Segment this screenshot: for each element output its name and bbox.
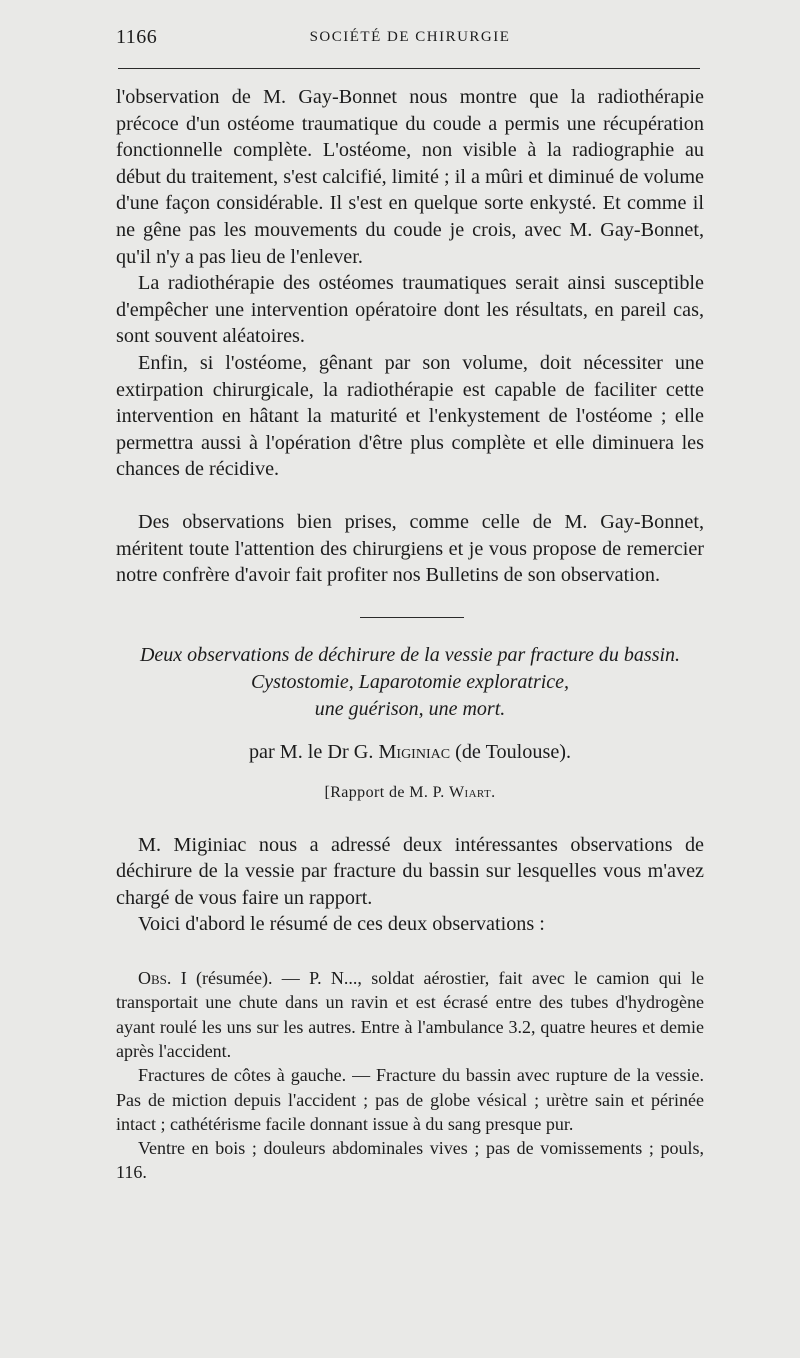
report-prefix: [Rapport de M. P.	[324, 783, 445, 801]
article-title-line: une guérison, une mort.	[314, 697, 506, 720]
page-number: 1166	[116, 26, 158, 48]
paragraph: Enfin, si l'ostéome, gênant par son volume, doit nécessiter une extirpation chirurgicale, la radiothérapie est capable de faciliter cette intervention en hâtant la maturité et l'enkystement de l'ostéome ; elle permettra aussi à l'opération d'être plus complète et elle diminuera les chances de récidive.	[116, 351, 704, 481]
article-title	[116, 642, 704, 723]
author-prefix: par M. le Dr G.	[248, 740, 374, 763]
spacer	[116, 802, 704, 832]
observation-text: (résumée). — P. N..., soldat aérostier, fait avec le camion qui le transportait une chute dans un ravin et est écrasé entre des tubes d'hydrogène ayant roulé les uns sur les autres. Entre à l'ambulance 3.2, quatre heures et demie après l'accident.	[116, 968, 704, 1061]
paragraph: l'observation de M. Gay-Bonnet nous montre que la radiothérapie précoce d'un ostéome traumatique du coude a permis une récupération fonctionnelle complète. L'ostéome, non visible à la radiographie au début du traitement, s'est calcifié, limité ; il a mûri et diminué de volume d'une façon considérable. Il s'est en quelque sorte enkysté. Et comme il ne gêne pas les mouvements du coude je crois, avec M. Gay-Bonnet, qu'il n'y a pas lieu de l'enlever.	[116, 86, 704, 268]
observation-paragraph: Fractures de côtes à gauche. — Fracture du bassin avec rupture de la vessie. Pas de miction depuis l'accident ; pas de globe vésical ; urètre sain et périnée intact ; cathétérisme facile donnant issue à du sang presque pur.	[116, 1065, 704, 1134]
article-title-line: Deux observations de déchirure de la vessie par fracture du bassin.	[139, 643, 681, 666]
observation-paragraph: Ventre en bois ; douleurs abdominales vives ; pas de vomissements ; pouls, 116.	[116, 1138, 704, 1183]
paragraph: Voici d'abord le résumé de ces deux observations :	[138, 913, 545, 936]
author-suffix: (de Toulouse).	[455, 740, 572, 763]
article-author	[116, 741, 704, 764]
paragraph: M. Miginiac nous a adressé deux intéressantes observations de déchirure de la vessie par fracture du bassin sur lesquelles vous m'avez chargé de vous faire un rapport.	[116, 833, 704, 909]
spacer	[116, 938, 704, 966]
page-body	[116, 84, 704, 1185]
paragraph: Des observations bien prises, comme celle de M. Gay-Bonnet, méritent toute l'attention des chirurgiens et je vous propose de remercier notre confrère d'avoir fait profiter nos Bulletins de son observation.	[116, 510, 704, 587]
observation-block	[116, 966, 704, 1185]
article-title-line: Cystostomie, Laparotomie exploratrice,	[250, 670, 570, 693]
report-credit	[116, 784, 704, 802]
page-header	[116, 26, 704, 52]
running-title: SOCIÉTÉ DE CHIRURGIE	[309, 29, 511, 45]
observation-paragraph	[116, 966, 704, 1063]
header-rule	[118, 68, 700, 69]
paragraph: La radiothérapie des ostéomes traumatiques serait ainsi susceptible d'empêcher une intervention opératoire dont les résultats, en pareil cas, sont souvent aléatoires.	[116, 272, 704, 348]
author-name: Miginiac	[378, 740, 451, 763]
section-separator	[360, 617, 464, 618]
spacer	[116, 483, 704, 509]
report-name: Wiart.	[449, 783, 496, 801]
observation-label: Obs. I	[138, 968, 187, 989]
